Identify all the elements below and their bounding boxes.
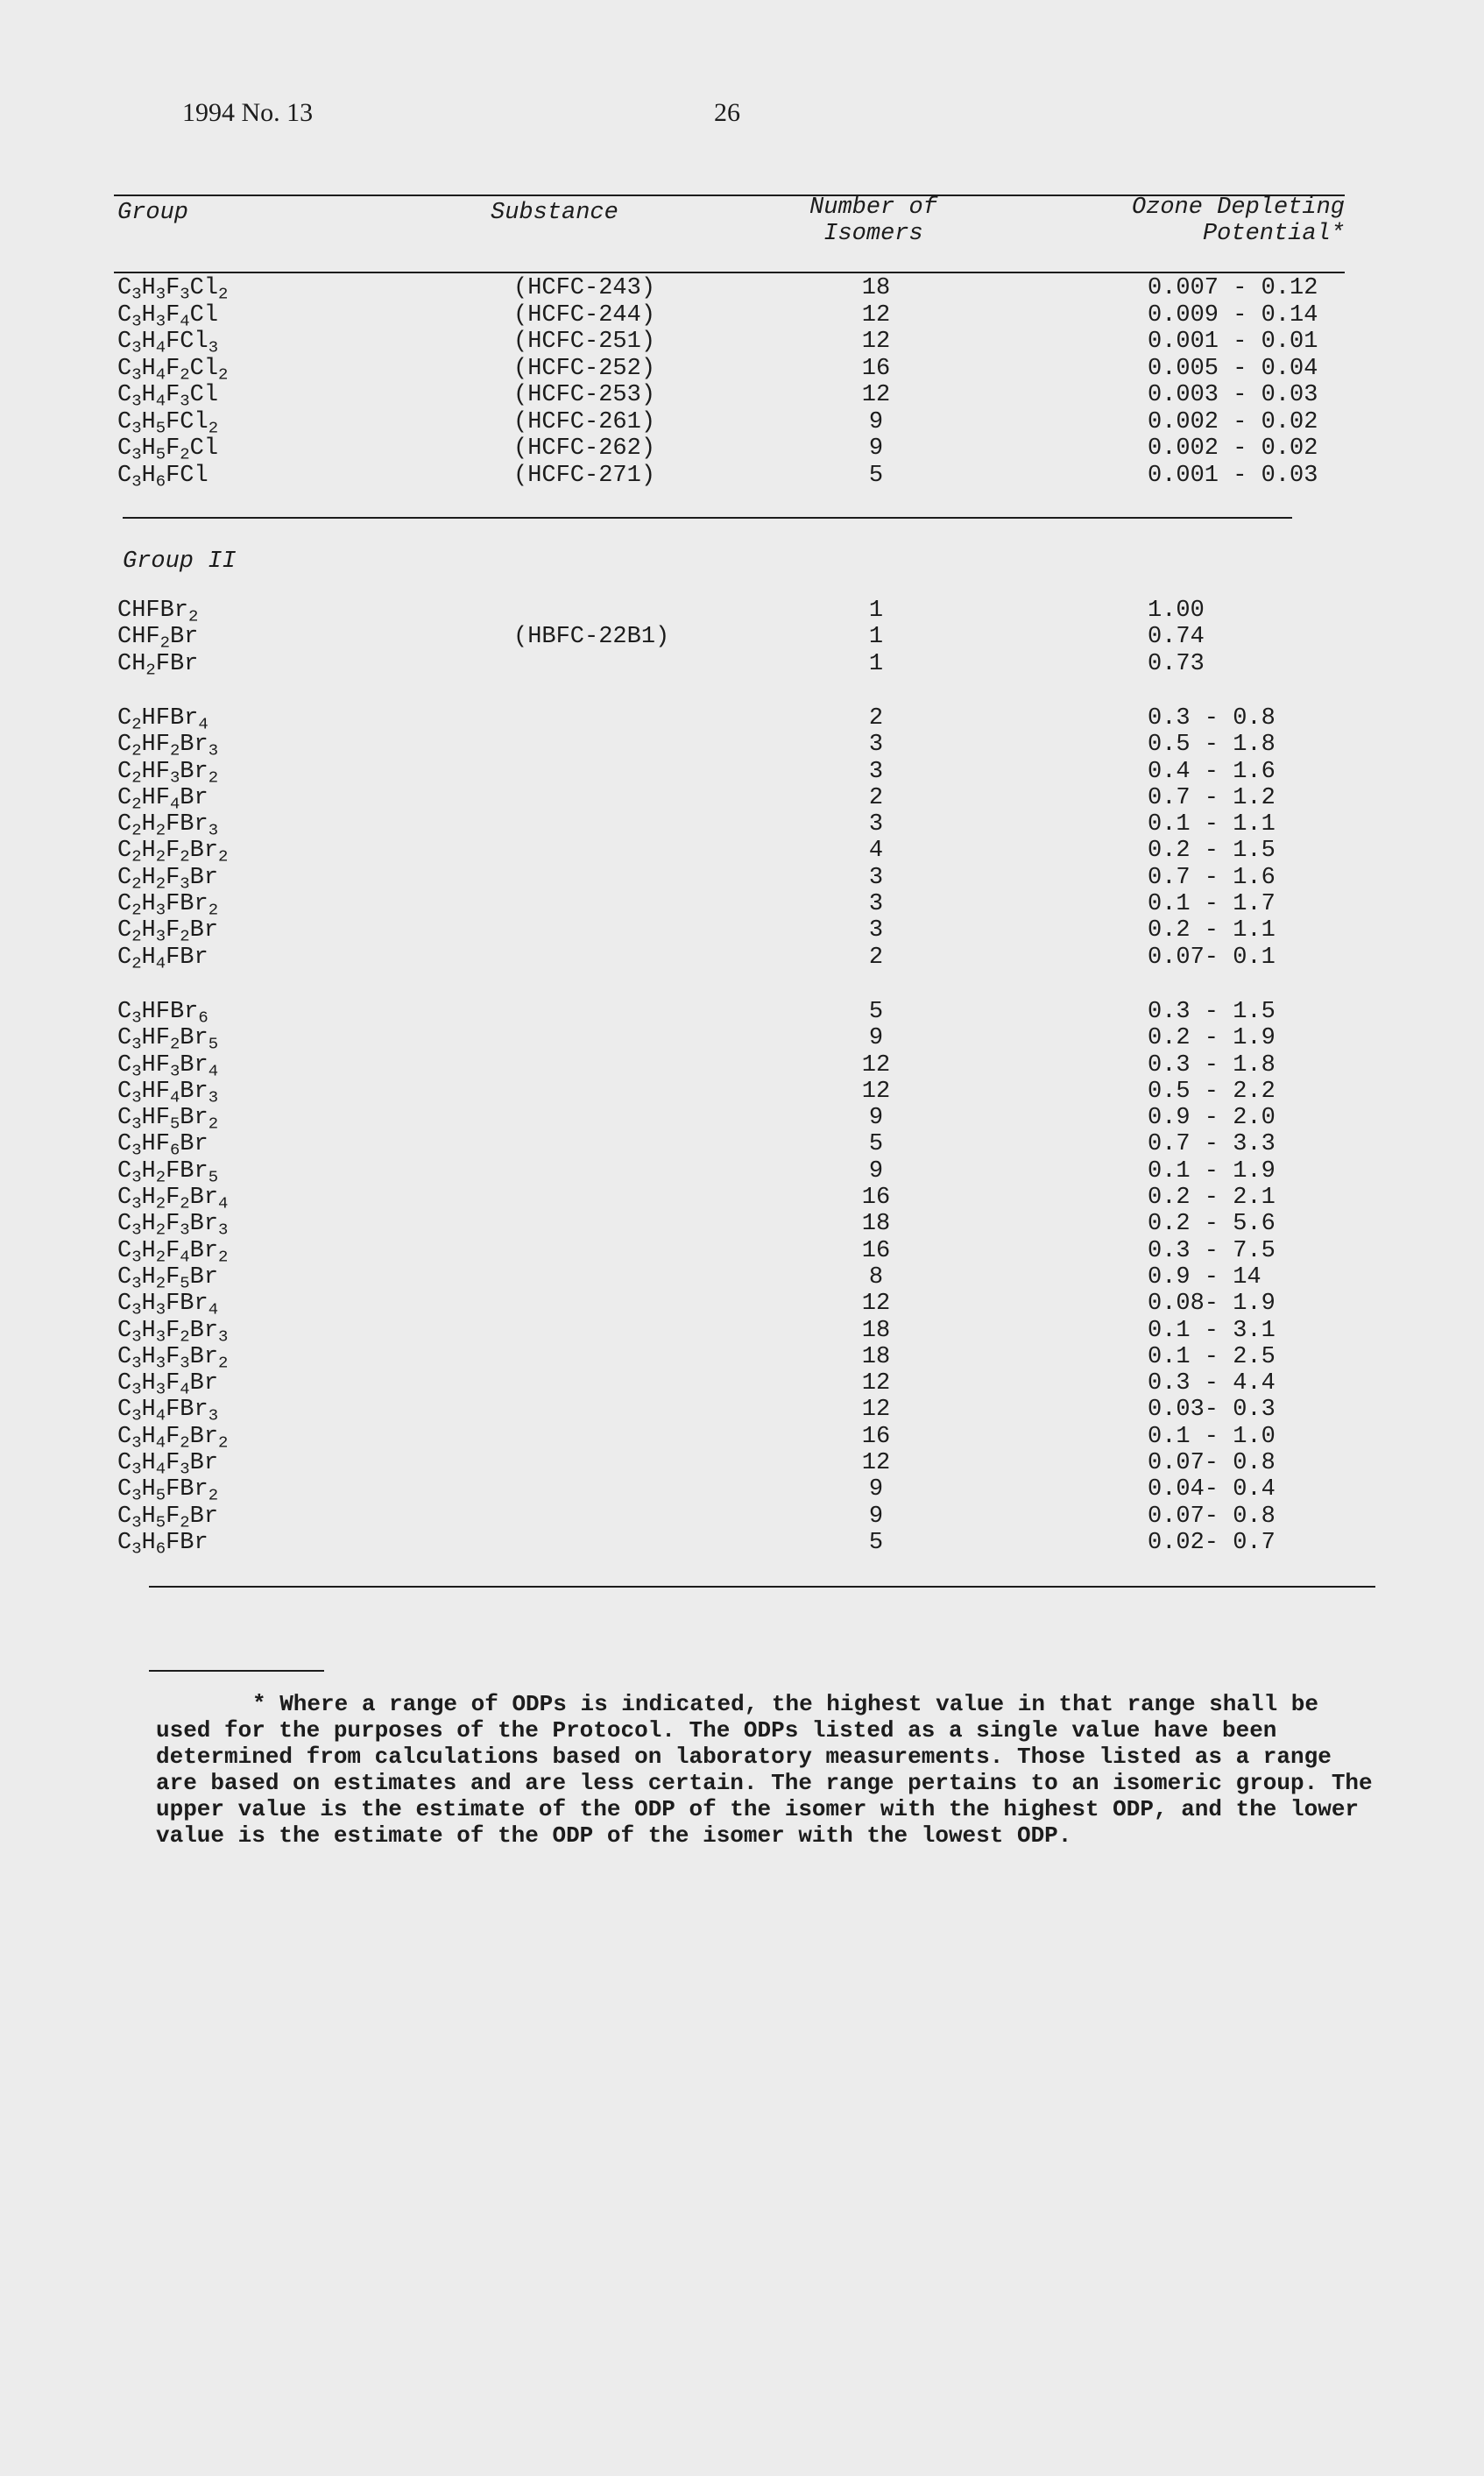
cell-isomers: 3 (868, 811, 884, 838)
cell-isomers: 5 (868, 1529, 884, 1556)
table-row (0, 1025, 1484, 1054)
cell-isomers: 9 (868, 1157, 884, 1185)
table-row (0, 435, 1484, 462)
cell-formula: $C_3H_4FCl_3$ (117, 329, 219, 357)
column-header-odp-line2: Potential* (1202, 221, 1345, 247)
table-row (0, 1476, 1484, 1503)
cell-formula: $C_3H_2F_5Br$ (117, 1263, 219, 1293)
cell-odp: 0.001 - 0.03 (1148, 462, 1318, 489)
cell-odp: 0.1 - 1.9 (1148, 1157, 1276, 1185)
cell-odp: 0.1 - 1.0 (1148, 1423, 1276, 1450)
table-row (0, 1131, 1484, 1161)
cell-odp: 0.3 - 1.8 (1148, 1051, 1276, 1079)
column-header-group: Group (117, 200, 189, 226)
cell-formula: $C_2HF_2Br_3$ (117, 732, 219, 760)
cell-formula: $C_2H_4FBr$ (117, 944, 208, 973)
cell-odp: 0.001 - 0.01 (1148, 329, 1318, 355)
cell-substance: (HCFC-243) (513, 275, 656, 301)
cell-isomers: 5 (868, 462, 884, 489)
table-row (0, 758, 1484, 788)
cell-isomers: 18 (861, 1211, 891, 1238)
cell-isomers: 1 (868, 598, 884, 624)
column-header-isomers-line1: Number of (809, 195, 937, 221)
cell-formula: $C_2HF_4Br$ (117, 784, 208, 814)
cell-odp: 0.2 - 2.1 (1148, 1185, 1276, 1211)
cell-formula: $C_3H_3F_4Br$ (117, 1370, 219, 1399)
table-bottom-rule (149, 1586, 1375, 1588)
cell-isomers: 18 (861, 1343, 891, 1370)
table-row (0, 329, 1484, 355)
cell-formula: $C_3H_3FBr_4$ (117, 1291, 219, 1319)
page-number: 26 (714, 98, 740, 127)
cell-odp: 0.4 - 1.6 (1148, 758, 1276, 785)
cell-formula: $C_2H_3FBr_2$ (117, 891, 219, 920)
cell-isomers: 12 (861, 1397, 891, 1424)
cell-odp: 0.7 - 1.2 (1148, 784, 1276, 811)
cell-isomers: 9 (868, 435, 884, 462)
cell-formula: $C_3HF_2Br_5$ (117, 1025, 219, 1054)
cell-formula: $CHF_2Br$ (117, 624, 199, 653)
cell-isomers: 9 (868, 1476, 884, 1503)
table-row (0, 891, 1484, 920)
cell-formula: $C_2HF_3Br_2$ (117, 758, 219, 788)
cell-formula: $C_3H_3F_3Br_2$ (117, 1343, 229, 1373)
cell-formula: CHFBr$_2$ (117, 598, 199, 626)
cell-isomers: 18 (861, 275, 891, 301)
cell-formula: $C_3H_6FBr$ (117, 1529, 208, 1559)
column-header-odp-line1: Ozone Depleting (1131, 195, 1345, 221)
table-row (0, 732, 1484, 758)
cell-substance: (HCFC-271) (513, 462, 656, 489)
table-row (0, 1529, 1484, 1559)
footnote-text: * Where a range of ODPs is indicated, the highest value in that range shall be used for the purposes of the Protocol. The ODPs listed as a single value have been determined from calculations based on laboratory measurements. Those listed as a range are based on estimates and are less certain. The range pertains to an isomeric group. The upper value is the estimate of the ODP of the isomer with the highest ODP, and the lower value is the estimate of the ODP of the isomer with the lowest ODP. (156, 1691, 1373, 1849)
table-row (0, 1264, 1484, 1291)
cell-formula: $C_3H_4F_2Cl_2$ (117, 355, 229, 385)
cell-odp: 0.07- 0.1 (1148, 944, 1276, 971)
table-row (0, 917, 1484, 944)
table-row (0, 1450, 1484, 1479)
cell-isomers: 3 (868, 891, 884, 917)
table-row (0, 1079, 1484, 1105)
table-row (0, 705, 1484, 732)
cell-substance: (HCFC-262) (513, 435, 656, 462)
cell-isomers: 12 (861, 1370, 891, 1397)
cell-isomers: 3 (868, 758, 884, 785)
cell-formula: $C_3H_4F_2Br_2$ (117, 1423, 229, 1453)
cell-formula: $C_3HFBr_6$ (117, 998, 208, 1028)
table-row (0, 355, 1484, 385)
cell-isomers: 4 (868, 838, 884, 865)
cell-formula: $C_2H_2F_2Br_2$ (117, 838, 229, 867)
table-row (0, 1503, 1484, 1530)
cell-isomers: 9 (868, 1105, 884, 1132)
cell-isomers: 9 (868, 408, 884, 435)
cell-isomers: 2 (868, 784, 884, 811)
cell-isomers: 18 (861, 1317, 891, 1344)
cell-substance: (HCFC-261) (513, 408, 656, 435)
cell-odp: 0.1 - 2.5 (1148, 1343, 1276, 1370)
table-row (0, 864, 1484, 894)
cell-isomers: 3 (868, 864, 884, 891)
cell-formula: $C_3H_6FCl$ (117, 462, 208, 492)
cell-isomers: 2 (868, 704, 884, 732)
footnote (156, 1691, 1374, 1849)
table-row (0, 1370, 1484, 1397)
cell-formula: $C_3H_5F_2Cl$ (117, 435, 219, 464)
table-row (0, 838, 1484, 867)
cell-odp: 0.1 - 1.1 (1148, 811, 1276, 838)
table-row (0, 382, 1484, 411)
cell-odp: 0.002 - 0.02 (1148, 408, 1318, 435)
group-i-bottom-rule (123, 517, 1292, 519)
column-header-isomers-line2: Isomers (823, 221, 923, 247)
cell-odp: 0.5 - 2.2 (1148, 1078, 1276, 1105)
cell-substance: (HCFC-253) (513, 382, 656, 408)
cell-odp: 0.74 (1148, 624, 1205, 651)
cell-isomers: 12 (861, 382, 891, 408)
table-row (0, 1105, 1484, 1134)
cell-formula: $C_3H_2FBr_5$ (117, 1157, 219, 1187)
column-header-odp (1069, 195, 1345, 247)
cell-odp: 0.73 (1148, 650, 1205, 677)
cell-substance: (HCFC-251) (513, 329, 656, 355)
cell-formula: $C_3H_2F_2Br_4$ (117, 1185, 229, 1213)
cell-substance: (HCFC-252) (513, 355, 656, 382)
cell-isomers: 5 (868, 1131, 884, 1158)
table-row (0, 998, 1484, 1028)
cell-isomers: 16 (861, 1237, 891, 1264)
cell-formula: $C_3HF_4Br_3$ (117, 1078, 219, 1107)
cell-odp: 0.3 - 1.5 (1148, 998, 1276, 1025)
cell-odp: 0.002 - 0.02 (1148, 435, 1318, 462)
cell-substance: (HBFC-22B1) (513, 624, 670, 651)
cell-formula: $C_2H_2FBr_3$ (117, 811, 219, 840)
group-ii-label: Group II (123, 548, 237, 575)
cell-isomers: 1 (868, 624, 884, 651)
cell-formula: $C_3H_5F_2Br$ (117, 1503, 219, 1532)
table-row (0, 624, 1484, 653)
table-row (0, 1211, 1484, 1240)
cell-isomers: 9 (868, 1025, 884, 1052)
table-row (0, 1317, 1484, 1347)
table-row (0, 1158, 1484, 1185)
cell-odp: 0.04- 0.4 (1148, 1476, 1276, 1503)
cell-isomers: 12 (861, 301, 891, 329)
cell-isomers: 5 (868, 998, 884, 1025)
cell-isomers: 16 (861, 355, 891, 382)
column-header-isomers (755, 195, 992, 247)
cell-odp: 0.003 - 0.03 (1148, 382, 1318, 408)
column-header-substance: Substance (491, 200, 618, 226)
table-row (0, 462, 1484, 492)
table-row (0, 1343, 1484, 1373)
table-row (0, 811, 1484, 838)
cell-isomers: 16 (861, 1423, 891, 1450)
cell-formula: $C_3HF_6Br$ (117, 1131, 208, 1161)
table-row (0, 1397, 1484, 1426)
cell-odp: 0.007 - 0.12 (1148, 275, 1318, 301)
cell-isomers: 1 (868, 650, 884, 677)
table-row (0, 1237, 1484, 1267)
footnote-separator (149, 1670, 324, 1672)
cell-odp: 0.9 - 14 (1148, 1263, 1261, 1291)
cell-isomers: 2 (868, 944, 884, 971)
cell-odp: 0.07- 0.8 (1148, 1503, 1276, 1530)
cell-isomers: 12 (861, 1291, 891, 1318)
table-row (0, 1423, 1484, 1453)
cell-odp: 0.9 - 2.0 (1148, 1105, 1276, 1132)
cell-odp: 0.02- 0.7 (1148, 1529, 1276, 1556)
cell-formula: $C_3HF_5Br_2$ (117, 1105, 219, 1134)
cell-formula: $C_3H_5FCl_2$ (117, 408, 219, 438)
cell-formula: $C_3HF_3Br_4$ (117, 1051, 219, 1081)
table-row (0, 1185, 1484, 1211)
cell-odp: 0.2 - 1.9 (1148, 1025, 1276, 1052)
table-row (0, 408, 1484, 438)
cell-formula: $C_3H_4F_3Br$ (117, 1450, 219, 1479)
cell-odp: 0.5 - 1.8 (1148, 732, 1276, 759)
cell-formula: $C_3H_3F_2Br_3$ (117, 1317, 229, 1347)
table-row (0, 598, 1484, 624)
cell-odp: 0.03- 0.3 (1148, 1397, 1276, 1424)
table-row (0, 1052, 1484, 1079)
table-row (0, 784, 1484, 814)
cell-formula: $C_3H_2F_3Br_3$ (117, 1211, 229, 1240)
cell-odp: 0.07- 0.8 (1148, 1450, 1276, 1476)
cell-isomers: 12 (861, 1051, 891, 1079)
cell-odp: 0.1 - 3.1 (1148, 1317, 1276, 1344)
cell-formula: $C_3H_4F_3Cl$ (117, 382, 219, 411)
cell-isomers: 12 (861, 1450, 891, 1476)
cell-odp: 0.3 - 4.4 (1148, 1370, 1276, 1397)
cell-odp: 0.009 - 0.14 (1148, 301, 1318, 329)
table-row (0, 302, 1484, 329)
cell-odp: 0.005 - 0.04 (1148, 355, 1318, 382)
cell-odp: 0.2 - 1.1 (1148, 917, 1276, 944)
cell-isomers: 12 (861, 1078, 891, 1105)
cell-formula: $C_3H_3F_3Cl_2$ (117, 275, 229, 304)
cell-odp: 0.08- 1.9 (1148, 1291, 1276, 1318)
table-row (0, 944, 1484, 971)
cell-odp: 0.3 - 0.8 (1148, 704, 1276, 732)
table-row (0, 1291, 1484, 1317)
cell-odp: 0.2 - 5.6 (1148, 1211, 1276, 1238)
cell-odp: 0.2 - 1.5 (1148, 838, 1276, 865)
header-bottom-rule (114, 272, 1345, 273)
cell-formula: $C_2HFBr_4$ (117, 704, 208, 734)
table-row (0, 650, 1484, 680)
cell-isomers: 3 (868, 917, 884, 944)
table-row (0, 275, 1484, 304)
cell-odp: 0.7 - 3.3 (1148, 1131, 1276, 1158)
cell-isomers: 12 (861, 329, 891, 355)
cell-formula: $CH_2FBr$ (117, 650, 199, 680)
cell-isomers: 16 (861, 1185, 891, 1211)
cell-isomers: 3 (868, 732, 884, 759)
cell-isomers: 8 (868, 1263, 884, 1291)
cell-formula: $C_3H_3F_4Cl$ (117, 301, 219, 331)
cell-odp: 0.7 - 1.6 (1148, 864, 1276, 891)
cell-formula: $C_2H_3F_2Br$ (117, 917, 219, 946)
cell-isomers: 9 (868, 1503, 884, 1530)
cell-odp: 0.3 - 7.5 (1148, 1237, 1276, 1264)
cell-formula: $C_3H_2F_4Br_2$ (117, 1237, 229, 1267)
cell-formula: $C_3H_4FBr_3$ (117, 1397, 219, 1426)
cell-formula: $C_2H_2F_3Br$ (117, 864, 219, 894)
cell-formula: $C_3H_5FBr_2$ (117, 1476, 219, 1505)
cell-substance: (HCFC-244) (513, 301, 656, 329)
cell-odp: 0.1 - 1.7 (1148, 891, 1276, 917)
cell-odp: 1.00 (1148, 598, 1205, 624)
document-reference: 1994 No. 13 (182, 98, 314, 127)
